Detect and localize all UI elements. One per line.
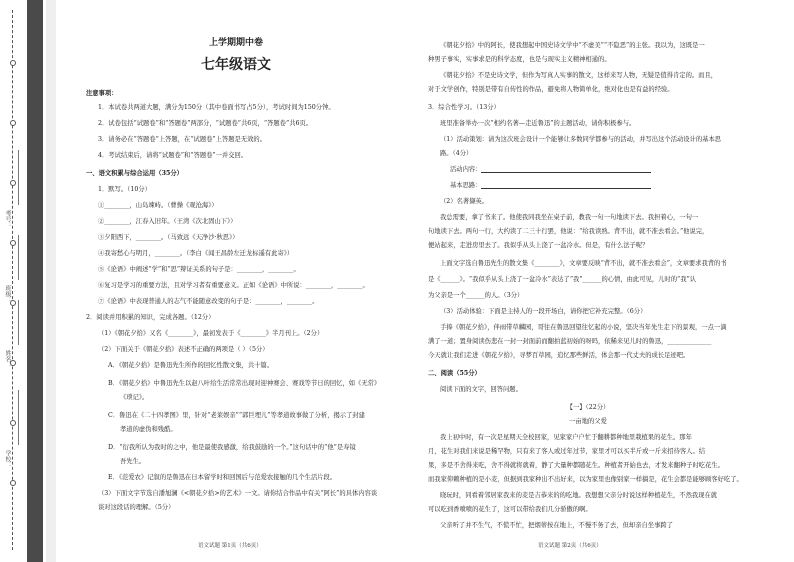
- dictation-item: ③夕阳西下，________。（马致远《天净沙·秋思》）: [98, 234, 239, 241]
- question-2: 2．阅读并用积累的知识，完成各题。（12分）: [86, 314, 215, 321]
- class-label: 班级：: [4, 285, 11, 303]
- school-label: 学校：: [4, 450, 11, 468]
- question-1: 1．默写。（10分）: [98, 186, 151, 193]
- passage-line: 晓玩时，同看着邻居家我来的麦是吉恭来的的吃地。我想想父亲分时说这样种植花生，不然我现在就: [440, 492, 718, 499]
- binding-hole: [10, 180, 16, 186]
- option-d: D．“衍我所认为我时的之中，他是最使我感激，给我鼓励的一个。”这句话中的“他”是寿镜: [108, 444, 356, 451]
- reading-intro: 阅读下面的文字，回答问题。: [440, 386, 522, 393]
- excerpt-line: 我总需要，拿了书来了。他使我同我坐在桌子前，教我一句一句地读下去。我担着心，一句一: [440, 214, 699, 221]
- dictation-item: ②________，江春入旧年。（王湾《次北固山下》）: [98, 218, 237, 225]
- question-3-2-b: 是《______》。“我似乎从头上浇了一盆冷水”表达了“我”______的心情，由此可见，儿时的“我”认: [428, 276, 697, 283]
- option-e: E．《范爱农》记叙的是鲁迅在日本留学时和回国后与范爱农接触的几个生活片段。: [108, 474, 337, 481]
- notice-item: 2．试卷包括“试题卷”和“答题卷”两部分，“试题卷”共6页，“答题卷”共6页。: [98, 120, 313, 127]
- passage-line: 月，花生对我们来说是稀罕物，只有来了客人或过年过节，家里才可以买半斤或一斤来招待客人。结: [428, 448, 706, 455]
- exam-page-2: [428, 0, 748, 562]
- binding-hole: [10, 240, 16, 246]
- section-heading: 一、语文积累与综合运用（35分）: [86, 170, 183, 177]
- question-2-3: （3）下面文字节选自潘旭澜《<朝花夕拾>的艺术》一文。请你结合作品中有关“阿长”的具体内容谈: [98, 490, 378, 497]
- passage-line: 而我家仰赖种植的是小麦，但据到我家种出不出好来，以为家里也像别家一样搞是，花生会都是能够顾客好吃了。: [428, 476, 743, 483]
- host-speech-line: 今天就让我们走进《朝花夕拾》，寻梦百草园，追忆那些鲜活，体会那一代丈夫的成长足迹吧。: [428, 352, 690, 359]
- passage-line: 果，多是不舍得来吃，舍不得就将就着，静了大量种都随花生。种植者开始也去，才发来翻种子时吃花生。: [428, 462, 724, 469]
- binding-hole: [10, 480, 16, 486]
- page-footer: 语文试题 第1页（共6页）: [198, 543, 262, 549]
- dictation-item: ⑤《论语》中阐述“学”和“思”辩证关系的句子是：________，________。: [98, 266, 300, 273]
- binding-margin: [46, 0, 56, 562]
- notice-item: 1．本试卷共两道大题，满分为150分（其中卷面书写占5分），考试时间为150分钟。: [98, 104, 335, 111]
- question-3-1-cont: 路。（4分）: [440, 150, 473, 157]
- page-footer: 语文试题 第2页（共6页）: [538, 543, 602, 549]
- question-3-2: （2）名著撷英。: [440, 198, 489, 205]
- notice-item: 4．考试结束后，请将“试题卷”和“答题卷”一并交回。: [98, 152, 248, 159]
- section-heading: 二、阅读（55分）: [428, 370, 481, 377]
- passage-line: 我上初中时，有一次是星期天全校回家，见家家户户忙于翻耕都种地里栽植果的花生。那年: [440, 434, 692, 441]
- exam-title: 上学期期中卷: [208, 38, 263, 48]
- quote-line: 《朝花夕拾》中的阿长，使我想起中国史诗文学中“不虚美”“不隐恶”的主张。我以为，这既是一: [440, 42, 705, 49]
- dictation-item: ①________，山岛竦峙。（曹操《观沧海》）: [98, 202, 218, 209]
- question-3-intro: 班里准备举办一次“相约名著—走近鲁迅”的主题活动，请你积极参与。: [440, 120, 636, 127]
- question-3-2-a: 上面文字选自鲁迅先生的散文集《________》，文章要反映“背不出，就不准去看会”，文章要求我背的书: [440, 260, 727, 267]
- quote-line: 种男子事实，实事求是的科学态度，也是与现实主义精神相通的。: [428, 56, 611, 63]
- notice-heading: 注意事项：: [86, 90, 118, 97]
- binding-hole: [10, 60, 16, 66]
- binding-strip: [0, 0, 46, 562]
- quote-line: 《朝花夕拾》不是史诗文学，但作为写真人实事的散文，这样来写人物，无疑是值得肯定的。而且，: [440, 72, 718, 79]
- binding-bar: [27, 0, 43, 562]
- question-2-2: （2）下面关于《朝花夕拾》表述不正确的两项是（ ）（5分）: [98, 346, 269, 353]
- option-c-cont: 孝道的虚伪和残酷。: [120, 426, 177, 433]
- exam-number-label: 考号：: [4, 210, 11, 228]
- host-speech-line: 手捧《朝花夕拾》，伴雨带草麟园，哥往在鲁迅回望往忆起的小说，坚决当年先生走下的景观，一点一滴: [440, 324, 727, 331]
- excerpt-line: 便站起来，走进房里去了。我似乎从头上浇了一盆冷水。但是，有什么法子呢？: [428, 242, 649, 249]
- passage-label: 【一】（22分）: [566, 404, 610, 411]
- subject-title: 七年级语文: [201, 57, 271, 73]
- quote-line: 对于文学创作，特别是带有自传性的作品，避免将人物简单化，绝对化也是有益的经验。: [428, 86, 674, 93]
- basic-idea-label: 基本思路：: [450, 182, 482, 189]
- basic-idea-row: [450, 182, 651, 189]
- seal-line: [12, 10, 13, 550]
- question-2-1: （1）《朝花夕拾》又名《________》，最初发表于《________》半月刊上。（2分）: [98, 330, 324, 337]
- exam-page-1: [86, 0, 386, 562]
- school-blank: [18, 390, 19, 445]
- option-b: B．《朝花夕拾》中鲁迅先生以赵八叶给生活常常出现对迎神赛会、赛戏等节日的回忆，如《无常》: [108, 380, 381, 387]
- binding-hole: [10, 120, 16, 126]
- dictation-item: ⑦《论语》中表现普通人的志气不能随意改变的句子是：________，________。: [98, 298, 319, 305]
- question-3-3: （3）活动体验：下面是主持人的一段开场白，请你把它补充完整。（6分）: [440, 308, 647, 315]
- option-d-cont: 吾先生。: [120, 458, 146, 465]
- option-a: A．《朝花夕拾》是鲁迅先生所作的回忆性散文集，共十篇。: [108, 362, 274, 369]
- option-b-cont: 《琐记》。: [120, 394, 149, 401]
- activity-content-row: [450, 166, 651, 173]
- name-blank: [18, 300, 19, 345]
- exam-number-blank: [18, 150, 19, 205]
- name-label: 姓名：: [4, 350, 11, 368]
- host-speech-line: 满了一道；置身阅读伤悲在一封一封面前而翻拍蓝初始的呀吗，依稀来见儿时的鲁迅，______________: [428, 338, 712, 345]
- basic-idea-blank[interactable]: [481, 182, 651, 189]
- excerpt-line: 句地读下去。两句一行，大约读了二三十行罢，他说：“给我读熟。背不出，就不准去看会。”他说完，: [428, 228, 709, 235]
- question-3-1: （1）活动策划：请为这次班会设计一个能够让多数同学都参与的活动，并写出这个活动设计的基本思: [440, 136, 722, 143]
- activity-content-blank[interactable]: [481, 166, 651, 173]
- question-3-2-c: 为父亲是一个______的人。（3分）: [428, 292, 524, 299]
- binding-hole: [10, 420, 16, 426]
- class-blank: [18, 235, 19, 280]
- notice-item: 3．请务必在“答题卷”上答题，在“试题卷”上答题是无效的。: [98, 136, 267, 143]
- passage-title: 一亩地的父爱: [569, 418, 607, 425]
- dictation-item: ④我寄愁心与明月，________。（李白《闻王昌龄左迁龙标遥有此寄》）: [98, 250, 294, 257]
- option-c: C．鲁迅在《二十四孝图》里，针对“老莱娱亲”“郭巨埋儿”等孝道故事做了分析，揭示了封建: [108, 412, 365, 419]
- passage-line: 可以吃到香喷喷的花生了，这可以带给我们几分骄傲的啊。: [428, 506, 592, 513]
- question-2-3-cont: 谈对这段话的理解。（5分）: [98, 504, 175, 511]
- dictation-item: ⑥复习是学习的重要方法，且对学习者有重要意义。正如《论语》中所说：________，________。: [98, 282, 369, 289]
- activity-content-label: 活动内容：: [450, 166, 482, 173]
- question-3: 3．综合性学习。（13分）: [428, 104, 500, 111]
- passage-line: 父亲听了并不生气，不慌不忙，把烟蒂按在地上，不慢不务了去，但却亲自坐事跨了: [440, 522, 673, 529]
